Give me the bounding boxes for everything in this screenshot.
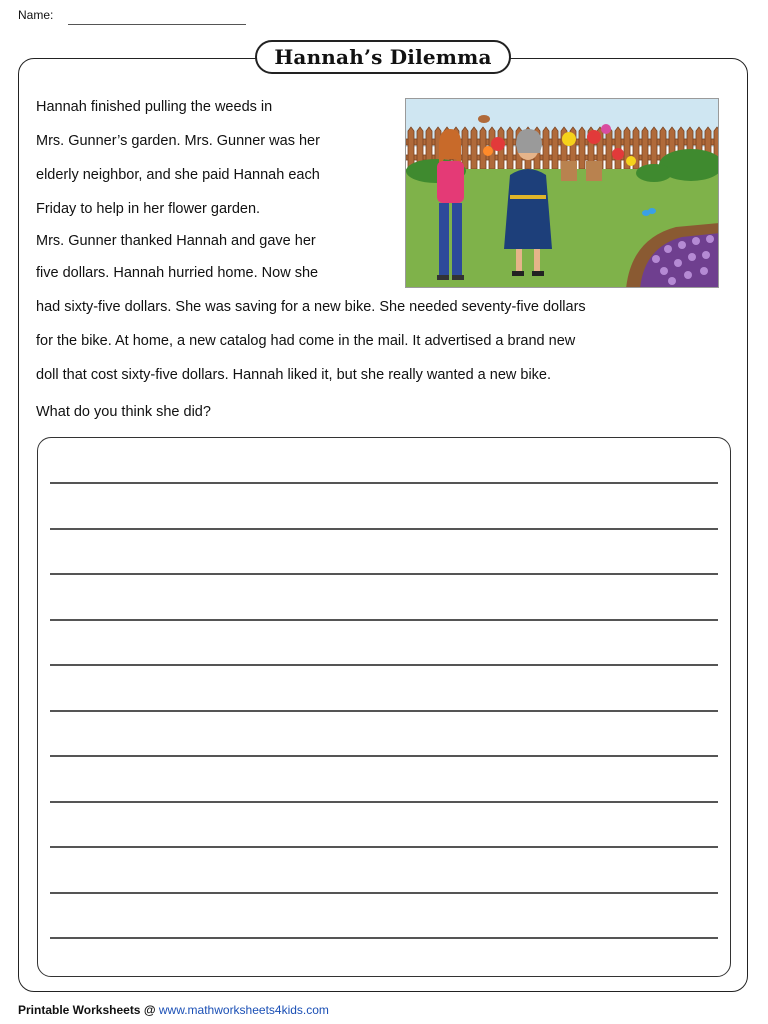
page-title: Hannah’s Dilemma	[274, 45, 492, 69]
answer-line[interactable]	[50, 937, 718, 939]
fence-picket	[462, 127, 468, 169]
name-label: Name:	[18, 8, 54, 22]
answer-line[interactable]	[50, 664, 718, 666]
fence-picket	[651, 127, 657, 169]
fence-picket	[543, 127, 549, 169]
answer-line[interactable]	[50, 755, 718, 757]
story-line-8: for the bike. At home, a new catalog had come in the mail. It advertised a brand new	[36, 333, 576, 349]
answer-line[interactable]	[50, 801, 718, 803]
story-line-6: five dollars. Hannah hurried home. Now she	[36, 265, 319, 281]
fence-picket	[507, 127, 513, 169]
answer-line[interactable]	[50, 710, 718, 712]
fence-picket	[579, 127, 585, 169]
answer-line[interactable]	[50, 619, 718, 621]
story-line-3: elderly neighbor, and she paid Hannah each	[36, 167, 320, 183]
name-line[interactable]	[68, 24, 246, 25]
garden-illustration	[405, 98, 719, 288]
answer-line[interactable]	[50, 528, 718, 530]
story-line-9: doll that cost sixty-five dollars. Hannah liked it, but she really wanted a new bike.	[36, 367, 552, 383]
title-banner	[255, 40, 511, 74]
fence-picket	[642, 127, 648, 169]
answer-line[interactable]	[50, 846, 718, 848]
story-line-2: Mrs. Gunner’s garden. Mrs. Gunner was her	[36, 133, 320, 149]
fence-picket	[408, 127, 414, 169]
answer-line[interactable]	[50, 573, 718, 575]
bird	[478, 115, 490, 123]
story-line-7: had sixty-five dollars. She was saving for a new bike. She needed seventy-five dollars	[36, 299, 586, 315]
answer-line[interactable]	[50, 892, 718, 894]
fence-picket	[552, 127, 558, 169]
footer-label: Printable Worksheets @	[18, 1003, 156, 1017]
footer-site-link[interactable]: www.mathworksheets4kids.com	[158, 1003, 329, 1017]
answer-line[interactable]	[50, 482, 718, 484]
story-line-4: Friday to help in her flower garden.	[36, 201, 261, 217]
story-line-5: Mrs. Gunner thanked Hannah and gave her	[36, 233, 316, 249]
fence-picket	[471, 127, 477, 169]
question: What do you think she did?	[36, 404, 211, 420]
garden-scene-svg	[406, 99, 719, 288]
answer-box[interactable]	[37, 437, 731, 977]
footer	[18, 1003, 329, 1017]
story-line-1: Hannah finished pulling the weeds in	[36, 99, 273, 115]
